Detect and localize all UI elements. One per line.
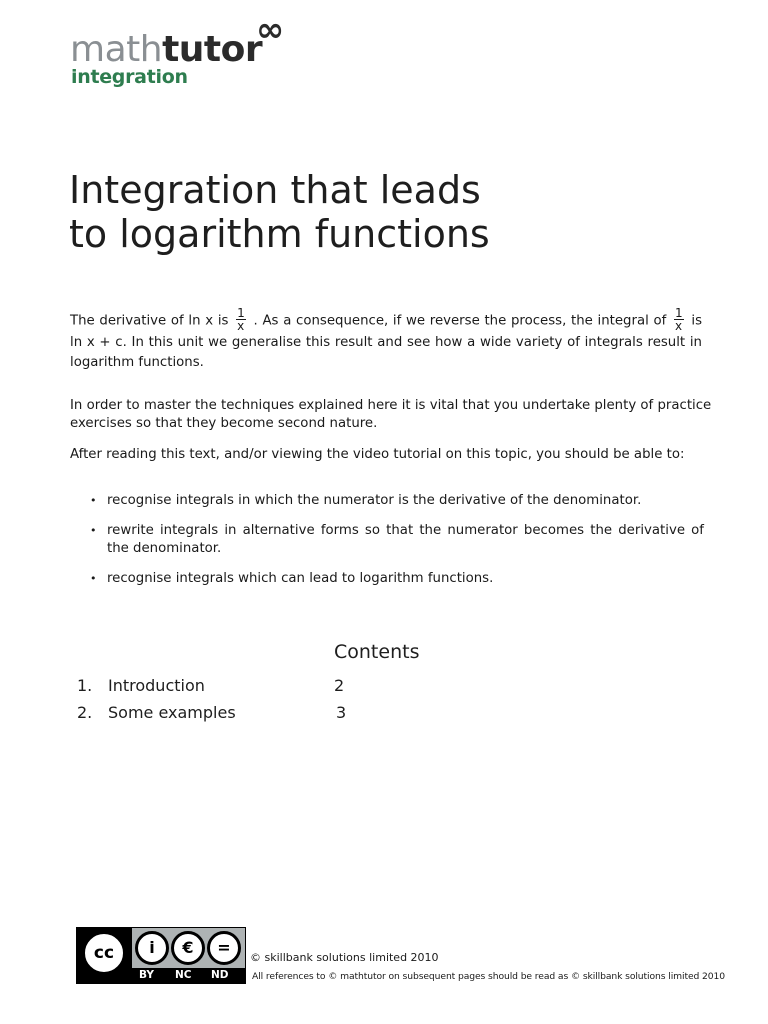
document-title — [69, 168, 709, 256]
cc-icon: cc — [82, 931, 126, 975]
euro-icon: € — [171, 931, 205, 965]
toc-number: 1. — [77, 676, 93, 695]
copyright-text: © skillbank solutions limited 2010 — [250, 951, 439, 964]
infinity-icon: ∞ — [256, 10, 285, 50]
intro-text-b: . As a consequence, if we reverse the process, the integral of — [253, 313, 667, 329]
license-label-nd: ND — [211, 969, 229, 981]
toc-item[interactable] — [77, 702, 377, 724]
intro-paragraph — [70, 300, 703, 370]
bullet-icon: • — [90, 494, 97, 507]
practice-line-1: In order to master the techniques explained here it is vital that you undertake plenty of practice — [70, 398, 712, 413]
fraction-one-over-x — [236, 307, 246, 332]
practice-paragraph — [70, 395, 712, 434]
list-item — [90, 522, 704, 558]
logo-math-text: math — [70, 29, 163, 70]
toc-page: 3 — [336, 703, 347, 722]
intro-line-2: ln x + c. In this unit we generalise this result and see how a wide variety of integrals result in — [70, 335, 702, 350]
bullet-icon: • — [90, 524, 97, 537]
fraction-numerator: 1 — [237, 306, 245, 320]
toc-number: 2. — [77, 703, 93, 722]
list-item — [90, 570, 704, 588]
contents-heading: Contents — [334, 641, 420, 663]
practice-line-2: exercises so that they become second nature. — [70, 416, 378, 431]
intro-line-3: logarithm functions. — [70, 355, 204, 370]
list-item — [90, 492, 704, 510]
subject-label: integration — [71, 66, 188, 88]
intro-line-1 — [70, 308, 702, 333]
intro-text-c: is — [691, 313, 703, 329]
license-label-by: BY — [139, 969, 155, 981]
references-note: All references to © mathtutor on subsequent pages should be read as © skillbank solutions limited 2010 — [252, 971, 726, 982]
logo-tutor-text: tutor — [162, 29, 263, 70]
objectives-list — [90, 492, 704, 600]
fraction-denominator: x — [237, 319, 245, 333]
fraction-denominator: x — [675, 319, 683, 333]
creative-commons-badge — [76, 927, 246, 984]
toc-title: Introduction — [108, 676, 205, 695]
bullet-icon: • — [90, 572, 97, 585]
fraction-one-over-x — [674, 307, 684, 332]
equals-icon: = — [207, 931, 241, 965]
fraction-numerator: 1 — [675, 306, 683, 320]
toc-page: 2 — [334, 676, 345, 695]
intro-text-a: The derivative of ln x is — [70, 313, 229, 329]
person-icon: i — [135, 931, 169, 965]
objective-text: recognise integrals in which the numerator is the derivative of the denominator. — [107, 493, 642, 508]
objective-text: rewrite integrals in alternative forms so that the numerator becomes the derivative of the denominator. — [107, 523, 704, 556]
title-line-2: to logarithm functions — [69, 212, 490, 256]
objective-text: recognise integrals which can lead to logarithm functions. — [107, 571, 494, 586]
title-line-1: Integration that leads — [69, 168, 481, 212]
toc-title: Some examples — [108, 703, 236, 722]
mathtutor-logo — [70, 30, 262, 70]
objectives-intro: After reading this text, and/or viewing the video tutorial on this topic, you should be able to: — [70, 447, 685, 462]
toc-item[interactable] — [77, 675, 377, 697]
license-label-nc: NC — [175, 969, 192, 981]
